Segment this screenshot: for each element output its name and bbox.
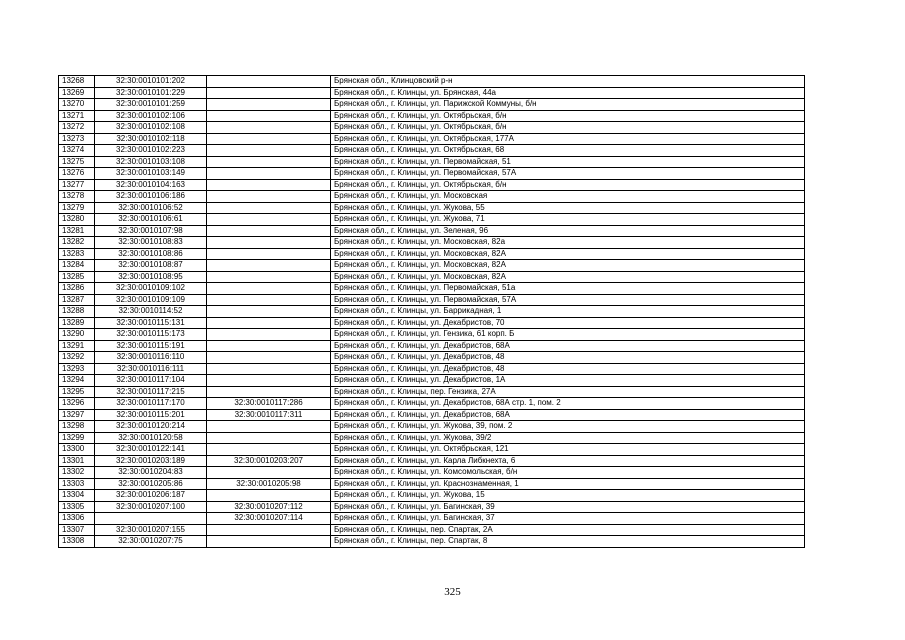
table-row [59, 386, 805, 398]
table-row [59, 237, 805, 249]
table-body [59, 76, 805, 548]
related-cadastral-number-cell [207, 375, 331, 387]
row-number-cell: 13270 [59, 99, 95, 111]
row-number-cell: 13303 [59, 478, 95, 490]
address-cell: Брянская обл., Клинцовский р-н [331, 76, 805, 88]
cadastral-number-cell: 32:30:0010115:201 [95, 409, 207, 421]
table-row [59, 214, 805, 226]
address-cell: Брянская обл., г. Клинцы, ул. Декабристов, 68А стр. 1, пом. 2 [331, 398, 805, 410]
row-number-cell: 13307 [59, 524, 95, 536]
table-row [59, 191, 805, 203]
row-number-cell: 13296 [59, 398, 95, 410]
address-cell: Брянская обл., г. Клинцы, ул. Декабристов, 48 [331, 352, 805, 364]
address-cell: Брянская обл., г. Клинцы, пер. Спартак, 2А [331, 524, 805, 536]
cadastral-number-cell: 32:30:0010207:100 [95, 501, 207, 513]
cadastral-number-cell: 32:30:0010106:186 [95, 191, 207, 203]
related-cadastral-number-cell [207, 432, 331, 444]
table-row [59, 122, 805, 134]
table-row [59, 156, 805, 168]
cadastral-number-cell: 32:30:0010107:98 [95, 225, 207, 237]
property-table [58, 75, 805, 548]
table-row [59, 513, 805, 525]
related-cadastral-number-cell [207, 444, 331, 456]
cadastral-number-cell: 32:30:0010101:259 [95, 99, 207, 111]
row-number-cell: 13269 [59, 87, 95, 99]
table-row [59, 375, 805, 387]
cadastral-number-cell: 32:30:0010120:214 [95, 421, 207, 433]
cadastral-number-cell: 32:30:0010108:87 [95, 260, 207, 272]
row-number-cell: 13305 [59, 501, 95, 513]
address-cell: Брянская обл., г. Клинцы, ул. Московская, 82А [331, 248, 805, 260]
related-cadastral-number-cell [207, 490, 331, 502]
table-row [59, 352, 805, 364]
cadastral-number-cell: 32:30:0010102:118 [95, 133, 207, 145]
table-row [59, 329, 805, 341]
address-cell: Брянская обл., г. Клинцы, ул. Московская, 82А [331, 260, 805, 272]
related-cadastral-number-cell [207, 524, 331, 536]
related-cadastral-number-cell [207, 363, 331, 375]
table-row [59, 478, 805, 490]
row-number-cell: 13284 [59, 260, 95, 272]
related-cadastral-number-cell [207, 168, 331, 180]
related-cadastral-number-cell [207, 260, 331, 272]
row-number-cell: 13289 [59, 317, 95, 329]
row-number-cell: 13275 [59, 156, 95, 168]
cadastral-number-cell: 32:30:0010207:75 [95, 536, 207, 548]
address-cell: Брянская обл., г. Клинцы, ул. Московская [331, 191, 805, 203]
row-number-cell: 13306 [59, 513, 95, 525]
related-cadastral-number-cell [207, 179, 331, 191]
row-number-cell: 13268 [59, 76, 95, 88]
cadastral-number-cell: 32:30:0010102:106 [95, 110, 207, 122]
related-cadastral-number-cell [207, 76, 331, 88]
address-cell: Брянская обл., г. Клинцы, пер. Гензика, 27А [331, 386, 805, 398]
address-cell: Брянская обл., г. Клинцы, ул. Багинская, 37 [331, 513, 805, 525]
cadastral-number-cell: 32:30:0010115:131 [95, 317, 207, 329]
address-cell: Брянская обл., г. Клинцы, ул. Первомайская, 57А [331, 294, 805, 306]
table-row [59, 168, 805, 180]
related-cadastral-number-cell [207, 122, 331, 134]
related-cadastral-number-cell: 32:30:0010205:98 [207, 478, 331, 490]
row-number-cell: 13292 [59, 352, 95, 364]
table-row [59, 99, 805, 111]
address-cell: Брянская обл., г. Клинцы, ул. Октябрьская, б/н [331, 122, 805, 134]
cadastral-number-cell: 32:30:0010108:83 [95, 237, 207, 249]
row-number-cell: 13299 [59, 432, 95, 444]
table-row [59, 340, 805, 352]
related-cadastral-number-cell [207, 99, 331, 111]
cadastral-number-cell: 32:30:0010103:108 [95, 156, 207, 168]
table-row [59, 421, 805, 433]
row-number-cell: 13283 [59, 248, 95, 260]
row-number-cell: 13290 [59, 329, 95, 341]
row-number-cell: 13274 [59, 145, 95, 157]
cadastral-number-cell: 32:30:0010102:223 [95, 145, 207, 157]
related-cadastral-number-cell [207, 536, 331, 548]
address-cell: Брянская обл., г. Клинцы, ул. Жукова, 55 [331, 202, 805, 214]
row-number-cell: 13302 [59, 467, 95, 479]
address-cell: Брянская обл., г. Клинцы, ул. Парижской Коммуны, б/н [331, 99, 805, 111]
related-cadastral-number-cell [207, 145, 331, 157]
row-number-cell: 13277 [59, 179, 95, 191]
address-cell: Брянская обл., г. Клинцы, ул. Октябрьская, 121 [331, 444, 805, 456]
related-cadastral-number-cell [207, 421, 331, 433]
related-cadastral-number-cell [207, 306, 331, 318]
related-cadastral-number-cell [207, 110, 331, 122]
address-cell: Брянская обл., г. Клинцы, ул. Жукова, 15 [331, 490, 805, 502]
address-cell: Брянская обл., г. Клинцы, ул. Декабристов, 48 [331, 363, 805, 375]
cadastral-number-cell: 32:30:0010109:109 [95, 294, 207, 306]
related-cadastral-number-cell [207, 214, 331, 226]
document-sheet [58, 75, 805, 548]
related-cadastral-number-cell [207, 237, 331, 249]
table-row [59, 467, 805, 479]
row-number-cell: 13286 [59, 283, 95, 295]
row-number-cell: 13276 [59, 168, 95, 180]
row-number-cell: 13300 [59, 444, 95, 456]
cadastral-number-cell: 32:30:0010116:111 [95, 363, 207, 375]
cadastral-number-cell: 32:30:0010116:110 [95, 352, 207, 364]
table-row [59, 202, 805, 214]
address-cell: Брянская обл., г. Клинцы, ул. Первомайская, 57А [331, 168, 805, 180]
table-row [59, 271, 805, 283]
cadastral-number-cell: 32:30:0010203:189 [95, 455, 207, 467]
cadastral-number-cell: 32:30:0010117:215 [95, 386, 207, 398]
related-cadastral-number-cell [207, 352, 331, 364]
table-row [59, 524, 805, 536]
address-cell: Брянская обл., г. Клинцы, ул. Первомайская, 51а [331, 283, 805, 295]
related-cadastral-number-cell [207, 340, 331, 352]
row-number-cell: 13308 [59, 536, 95, 548]
row-number-cell: 13282 [59, 237, 95, 249]
cadastral-number-cell: 32:30:0010115:191 [95, 340, 207, 352]
address-cell: Брянская обл., г. Клинцы, ул. Октябрьская, 68 [331, 145, 805, 157]
address-cell: Брянская обл., г. Клинцы, ул. Декабристов, 70 [331, 317, 805, 329]
table-row [59, 294, 805, 306]
related-cadastral-number-cell: 32:30:0010117:311 [207, 409, 331, 421]
address-cell: Брянская обл., г. Клинцы, ул. Карла Либкнехта, 6 [331, 455, 805, 467]
table-row [59, 306, 805, 318]
cadastral-number-cell: 32:30:0010104:163 [95, 179, 207, 191]
address-cell: Брянская обл., г. Клинцы, ул. Баррикадная, 1 [331, 306, 805, 318]
related-cadastral-number-cell [207, 329, 331, 341]
row-number-cell: 13297 [59, 409, 95, 421]
related-cadastral-number-cell [207, 225, 331, 237]
row-number-cell: 13287 [59, 294, 95, 306]
cadastral-number-cell [95, 513, 207, 525]
table-row [59, 501, 805, 513]
cadastral-number-cell: 32:30:0010115:173 [95, 329, 207, 341]
related-cadastral-number-cell: 32:30:0010207:114 [207, 513, 331, 525]
address-cell: Брянская обл., г. Клинцы, ул. Краснознаменная, 1 [331, 478, 805, 490]
table-row [59, 409, 805, 421]
address-cell: Брянская обл., г. Клинцы, ул. Московская, 82А [331, 271, 805, 283]
address-cell: Брянская обл., г. Клинцы, ул. Октябрьская, 177А [331, 133, 805, 145]
address-cell: Брянская обл., г. Клинцы, ул. Гензика, 61 корп. Б [331, 329, 805, 341]
cadastral-number-cell: 32:30:0010108:95 [95, 271, 207, 283]
related-cadastral-number-cell [207, 294, 331, 306]
table-row [59, 536, 805, 548]
cadastral-number-cell: 32:30:0010101:229 [95, 87, 207, 99]
address-cell: Брянская обл., г. Клинцы, ул. Первомайская, 51 [331, 156, 805, 168]
address-cell: Брянская обл., г. Клинцы, ул. Жукова, 39, пом. 2 [331, 421, 805, 433]
related-cadastral-number-cell [207, 317, 331, 329]
address-cell: Брянская обл., г. Клинцы, ул. Жукова, 39/2 [331, 432, 805, 444]
cadastral-number-cell: 32:30:0010205:86 [95, 478, 207, 490]
row-number-cell: 13281 [59, 225, 95, 237]
address-cell: Брянская обл., г. Клинцы, ул. Октябрьская, б/н [331, 179, 805, 191]
related-cadastral-number-cell: 32:30:0010203:207 [207, 455, 331, 467]
cadastral-number-cell: 32:30:0010206:187 [95, 490, 207, 502]
related-cadastral-number-cell [207, 283, 331, 295]
row-number-cell: 13280 [59, 214, 95, 226]
row-number-cell: 13288 [59, 306, 95, 318]
address-cell: Брянская обл., г. Клинцы, ул. Багинская, 39 [331, 501, 805, 513]
related-cadastral-number-cell [207, 202, 331, 214]
table-row [59, 133, 805, 145]
address-cell: Брянская обл., г. Клинцы, ул. Декабристов, 1А [331, 375, 805, 387]
related-cadastral-number-cell: 32:30:0010207:112 [207, 501, 331, 513]
row-number-cell: 13298 [59, 421, 95, 433]
related-cadastral-number-cell [207, 156, 331, 168]
related-cadastral-number-cell [207, 87, 331, 99]
address-cell: Брянская обл., г. Клинцы, ул. Зеленая, 96 [331, 225, 805, 237]
table-row [59, 432, 805, 444]
page-number: 325 [444, 586, 461, 598]
row-number-cell: 13301 [59, 455, 95, 467]
address-cell: Брянская обл., г. Клинцы, ул. Декабристов, 68А [331, 409, 805, 421]
table-row [59, 110, 805, 122]
row-number-cell: 13304 [59, 490, 95, 502]
related-cadastral-number-cell [207, 133, 331, 145]
row-number-cell: 13285 [59, 271, 95, 283]
cadastral-number-cell: 32:30:0010207:155 [95, 524, 207, 536]
table-row [59, 363, 805, 375]
cadastral-number-cell: 32:30:0010109:102 [95, 283, 207, 295]
cadastral-number-cell: 32:30:0010101:202 [95, 76, 207, 88]
table-row [59, 317, 805, 329]
row-number-cell: 13295 [59, 386, 95, 398]
address-cell: Брянская обл., г. Клинцы, пер. Спартак, 8 [331, 536, 805, 548]
cadastral-number-cell: 32:30:0010114:52 [95, 306, 207, 318]
address-cell: Брянская обл., г. Клинцы, ул. Декабристов, 68А [331, 340, 805, 352]
related-cadastral-number-cell [207, 271, 331, 283]
cadastral-number-cell: 32:30:0010117:170 [95, 398, 207, 410]
table-row [59, 145, 805, 157]
cadastral-number-cell: 32:30:0010102:108 [95, 122, 207, 134]
cadastral-number-cell: 32:30:0010108:86 [95, 248, 207, 260]
address-cell: Брянская обл., г. Клинцы, ул. Московская, 82а [331, 237, 805, 249]
row-number-cell: 13271 [59, 110, 95, 122]
table-row [59, 76, 805, 88]
related-cadastral-number-cell [207, 248, 331, 260]
related-cadastral-number-cell [207, 386, 331, 398]
table-row [59, 248, 805, 260]
cadastral-number-cell: 32:30:0010106:61 [95, 214, 207, 226]
cadastral-number-cell: 32:30:0010106:52 [95, 202, 207, 214]
address-cell: Брянская обл., г. Клинцы, ул. Брянская, 44а [331, 87, 805, 99]
row-number-cell: 13291 [59, 340, 95, 352]
table-row [59, 87, 805, 99]
row-number-cell: 13294 [59, 375, 95, 387]
row-number-cell: 13272 [59, 122, 95, 134]
table-row [59, 225, 805, 237]
related-cadastral-number-cell: 32:30:0010117:286 [207, 398, 331, 410]
row-number-cell: 13279 [59, 202, 95, 214]
table-row [59, 179, 805, 191]
related-cadastral-number-cell [207, 467, 331, 479]
cadastral-number-cell: 32:30:0010120:58 [95, 432, 207, 444]
table-row [59, 455, 805, 467]
row-number-cell: 13293 [59, 363, 95, 375]
cadastral-number-cell: 32:30:0010117:104 [95, 375, 207, 387]
cadastral-number-cell: 32:30:0010204:83 [95, 467, 207, 479]
row-number-cell: 13278 [59, 191, 95, 203]
cadastral-number-cell: 32:30:0010122:141 [95, 444, 207, 456]
table-row [59, 260, 805, 272]
row-number-cell: 13273 [59, 133, 95, 145]
table-row [59, 398, 805, 410]
table-row [59, 490, 805, 502]
address-cell: Брянская обл., г. Клинцы, ул. Жукова, 71 [331, 214, 805, 226]
address-cell: Брянская обл., г. Клинцы, ул. Октябрьская, б/н [331, 110, 805, 122]
table-row [59, 444, 805, 456]
address-cell: Брянская обл., г. Клинцы, ул. Комсомольская, б/н [331, 467, 805, 479]
cadastral-number-cell: 32:30:0010103:149 [95, 168, 207, 180]
related-cadastral-number-cell [207, 191, 331, 203]
table-row [59, 283, 805, 295]
